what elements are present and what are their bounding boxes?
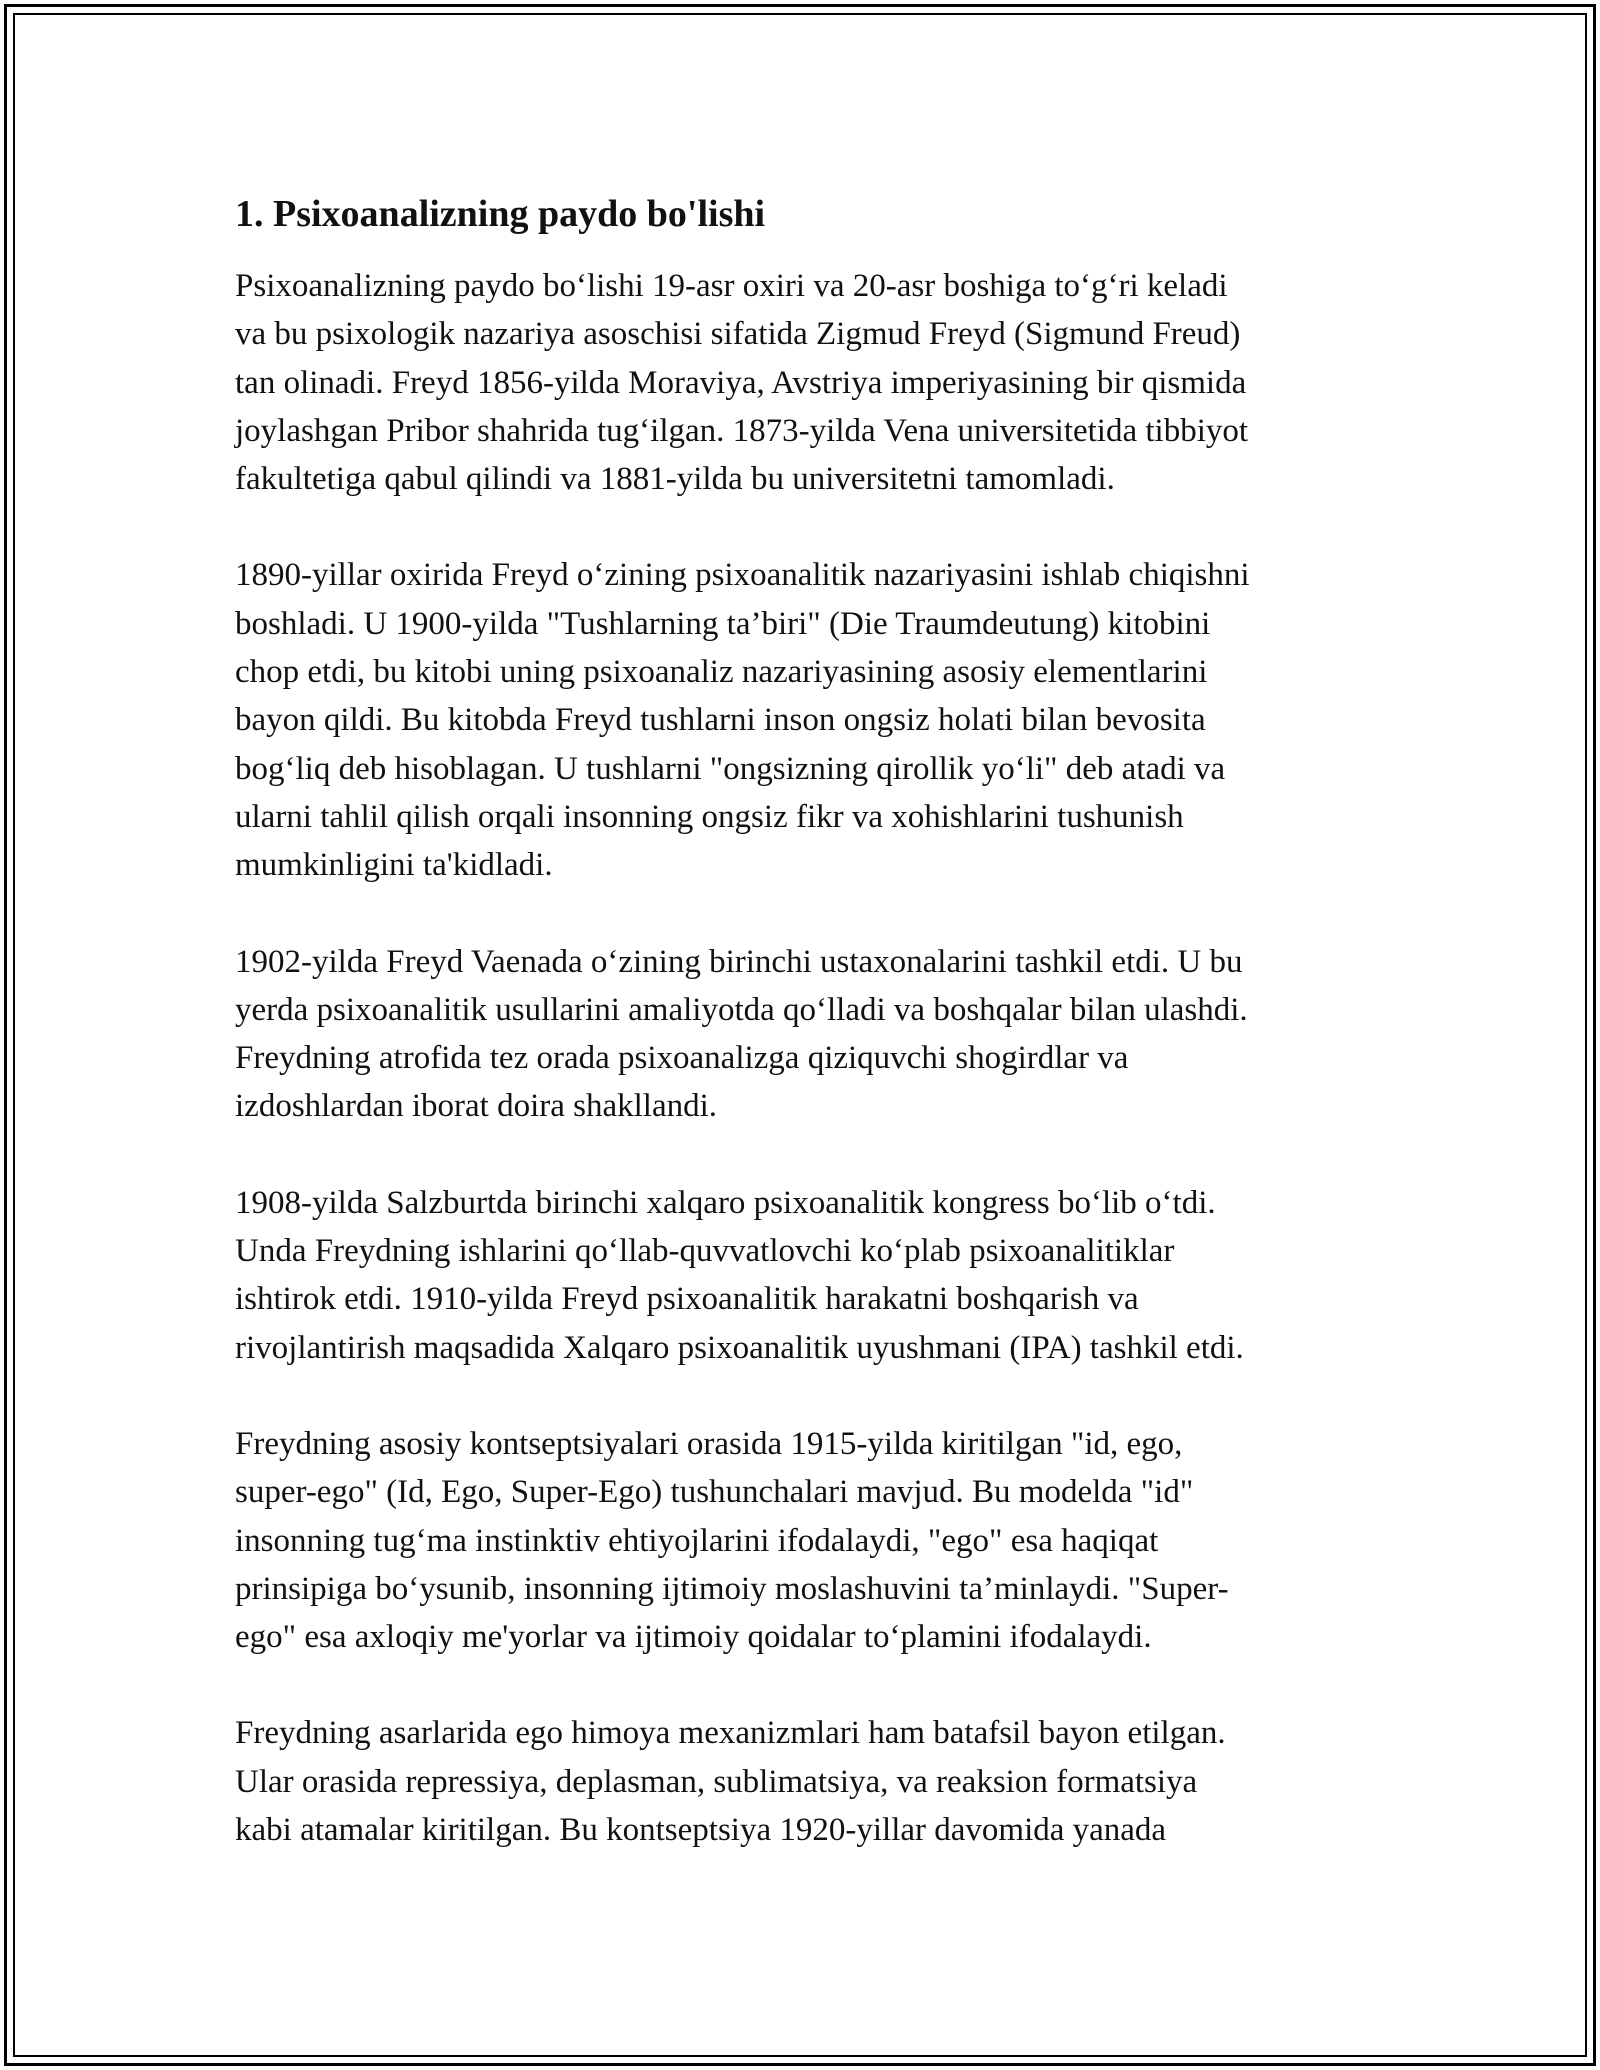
document-body — [235, 186, 1385, 1902]
paragraph-id-ego-superego: Freydning asosiy kontseptsiyalari orasida 1915-yilda kiritilgan "id, ego, super-ego" (Id, Ego, Super-Ego) tushunchalari mavjud. Bu modelda "id" insonning tug‘ma instinktiv ehtiyojlarini ifodalaydi, "ego" esa haqiqat prinsipiga bo‘ysunib, insonning ijtimoiy moslashuvini ta’minlaydi. "Super- ego" esa axloqiy me'yorlar va ijtimoiy qoidalar to‘plamini ifodalaydi. — [235, 1425, 1229, 1656]
paragraph-defense-mechanisms: Freydning asarlarida ego himoya mexanizmlari ham batafsil bayon etilgan. Ular orasida repressiya, deplasman, sublimatsiya, va reaksion formatsiya kabi atamalar kiritilgan. Bu kontseptsiya 1920-yillar davomida yanada — [235, 1715, 1226, 1849]
paragraph-congress: 1908-yilda Salzburtda birinchi xalqaro psixoanalitik kongress bo‘lib o‘tdi. Unda Freydning ishlarini qo‘llab-quvvatlovchi ko‘plab psixoanalitiklar ishtirok etdi. 1910-yilda Freyd psixoanalitik harakatni boshqarish va rivojlantirish maqsadida Xalqaro psixoanalitik uyushmani (IPA) tashkil etdi. — [235, 1184, 1244, 1366]
paragraph-dream-interpretation: 1890-yillar oxirida Freyd o‘zining psixoanalitik nazariyasini ishlab chiqishni boshladi. U 1900-yilda "Tushlarning ta’biri" (Die Traumdeutung) kitobini chop etdi, bu kitobi uning psixoanaliz nazariyasining asosiy elementlarini bayon qildi. Bu kitobda Freyd tushlarni inson ongsiz holati bilan bevosita bog‘liq deb hisoblagan. U tushlarni "ongsizning qirollik yo‘li" deb atadi va ularni tahlil qilish orqali insonning ongsiz fikr va xohishlarini tushunish mumkinligini ta'kidladi. — [235, 557, 1250, 884]
section-heading: 1. Psixoanalizning paydo bo'lishi — [235, 193, 766, 235]
paragraph-workshops: 1902-yilda Freyd Vaenada o‘zining birinchi ustaxonalarini tashkil etdi. U bu yerda psixoanalitik usullarini amaliyotda qo‘lladi va boshqalar bilan ulashdi. Freydning atrofida tez orada psixoanalizga qiziquvchi shogirdlar va izdoshlardan iborat doira shakllandi. — [235, 943, 1248, 1125]
paragraph-origins: Psixoanalizning paydo bo‘lishi 19-asr oxiri va 20-asr boshiga to‘g‘ri keladi va bu psixologik nazariya asoschisi sifatida Zigmud Freyd (Sigmund Freud) tan olinadi. Freyd 1856-yilda Moraviya, Avstriya imperiyasining bir qismida joylashgan Pribor shahrida tug‘ilgan. 1873-yilda Vena universitetida tibbiyot fakultetiga qabul qilindi va 1881-yilda bu universitetni tamomladi. — [235, 268, 1249, 498]
